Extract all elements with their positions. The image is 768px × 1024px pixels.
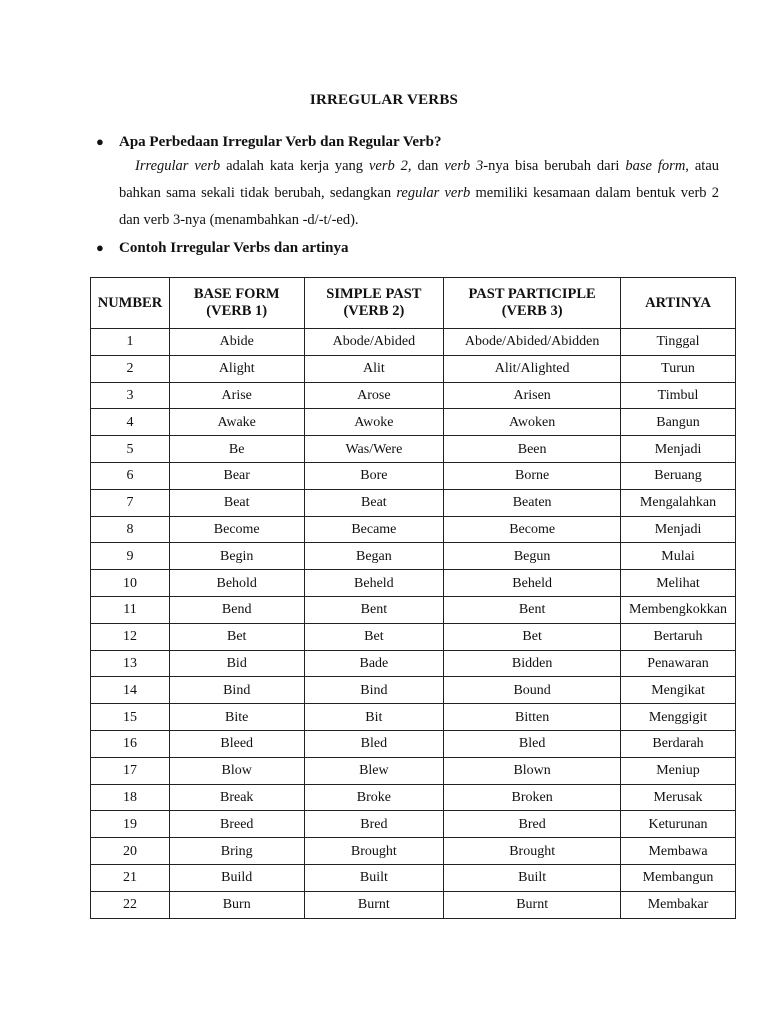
- cell-base-form: Alight: [169, 355, 304, 382]
- table-row: [91, 623, 736, 650]
- column-header-line: (VERB 3): [501, 303, 563, 319]
- cell-artinya: Membakar: [621, 891, 736, 918]
- table-row: [91, 543, 736, 570]
- cell-number: 6: [91, 462, 170, 489]
- cell-base-form: Burn: [169, 891, 304, 918]
- cell-base-form: Abide: [169, 329, 304, 356]
- cell-past-participle: Burnt: [444, 891, 621, 918]
- cell-base-form: Arise: [169, 382, 304, 409]
- cell-simple-past: Bore: [304, 462, 444, 489]
- cell-number: 2: [91, 355, 170, 382]
- explanation-paragraph: [119, 153, 719, 234]
- cell-base-form: Bite: [169, 704, 304, 731]
- cell-artinya: Berdarah: [621, 730, 736, 757]
- column-header: [621, 278, 736, 329]
- cell-number: 14: [91, 677, 170, 704]
- cell-simple-past: Began: [304, 543, 444, 570]
- cell-artinya: Merusak: [621, 784, 736, 811]
- cell-past-participle: Beaten: [444, 489, 621, 516]
- table-header-row: [91, 278, 736, 329]
- cell-past-participle: Bled: [444, 730, 621, 757]
- cell-base-form: Behold: [169, 570, 304, 597]
- cell-artinya: Mulai: [621, 543, 736, 570]
- column-header: [91, 278, 170, 329]
- cell-artinya: Timbul: [621, 382, 736, 409]
- cell-artinya: Meniup: [621, 757, 736, 784]
- cell-base-form: Break: [169, 784, 304, 811]
- cell-simple-past: Bred: [304, 811, 444, 838]
- cell-number: 1: [91, 329, 170, 356]
- cell-base-form: Beat: [169, 489, 304, 516]
- paragraph-text: dan: [411, 158, 445, 174]
- table-row: [91, 570, 736, 597]
- italic-term: verb 2,: [368, 158, 412, 174]
- cell-simple-past: Beat: [304, 489, 444, 516]
- table-row: [91, 329, 736, 356]
- cell-past-participle: Bet: [444, 623, 621, 650]
- table-row: [91, 650, 736, 677]
- cell-simple-past: Alit: [304, 355, 444, 382]
- cell-artinya: Mengalahkan: [621, 489, 736, 516]
- cell-base-form: Bid: [169, 650, 304, 677]
- cell-number: 18: [91, 784, 170, 811]
- cell-artinya: Menjadi: [621, 436, 736, 463]
- cell-number: 22: [91, 891, 170, 918]
- cell-simple-past: Beheld: [304, 570, 444, 597]
- paragraph-text: bahkan sama sekali tidak berubah, sedangkan: [119, 185, 397, 201]
- cell-past-participle: Bred: [444, 811, 621, 838]
- cell-past-participle: Bound: [444, 677, 621, 704]
- column-header-line: ARTINYA: [645, 294, 711, 311]
- cell-artinya: Menggigit: [621, 704, 736, 731]
- cell-artinya: Tinggal: [621, 329, 736, 356]
- cell-simple-past: Bent: [304, 596, 444, 623]
- table-row: [91, 355, 736, 382]
- cell-artinya: Keturunan: [621, 811, 736, 838]
- cell-past-participle: Alit/Alighted: [444, 355, 621, 382]
- cell-past-participle: Awoken: [444, 409, 621, 436]
- cell-artinya: Penawaran: [621, 650, 736, 677]
- paragraph-text: memiliki kesamaan dalam bentuk verb 2: [470, 185, 719, 201]
- cell-base-form: Breed: [169, 811, 304, 838]
- column-header-line: (VERB 2): [343, 303, 405, 319]
- cell-number: 10: [91, 570, 170, 597]
- column-header-line: PAST PARTICIPLE: [468, 286, 596, 302]
- table-row: [91, 730, 736, 757]
- cell-simple-past: Blew: [304, 757, 444, 784]
- cell-number: 12: [91, 623, 170, 650]
- cell-artinya: Membangun: [621, 864, 736, 891]
- table-row: [91, 516, 736, 543]
- cell-base-form: Bring: [169, 838, 304, 865]
- cell-artinya: Mengikat: [621, 677, 736, 704]
- table-row: [91, 704, 736, 731]
- cell-past-participle: Built: [444, 864, 621, 891]
- cell-base-form: Bleed: [169, 730, 304, 757]
- column-header: [304, 278, 444, 329]
- column-header: [444, 278, 621, 329]
- section-heading: Apa Perbedaan Irregular Verb dan Regular Verb?: [119, 134, 442, 150]
- cell-simple-past: Bled: [304, 730, 444, 757]
- irregular-verbs-table: [90, 277, 736, 919]
- cell-artinya: Melihat: [621, 570, 736, 597]
- cell-artinya: Menjadi: [621, 516, 736, 543]
- cell-simple-past: Was/Were: [304, 436, 444, 463]
- table-row: [91, 462, 736, 489]
- cell-simple-past: Awoke: [304, 409, 444, 436]
- paragraph-line: [119, 207, 719, 234]
- cell-number: 16: [91, 730, 170, 757]
- table-row: [91, 382, 736, 409]
- column-header-line: SIMPLE PAST: [326, 286, 422, 302]
- cell-past-participle: Bidden: [444, 650, 621, 677]
- cell-past-participle: Borne: [444, 462, 621, 489]
- cell-simple-past: Bade: [304, 650, 444, 677]
- cell-base-form: Bend: [169, 596, 304, 623]
- cell-number: 5: [91, 436, 170, 463]
- cell-simple-past: Brought: [304, 838, 444, 865]
- cell-artinya: Beruang: [621, 462, 736, 489]
- cell-simple-past: Bet: [304, 623, 444, 650]
- cell-artinya: Bertaruh: [621, 623, 736, 650]
- cell-past-participle: Become: [444, 516, 621, 543]
- cell-number: 3: [91, 382, 170, 409]
- cell-past-participle: Bent: [444, 596, 621, 623]
- cell-artinya: Bangun: [621, 409, 736, 436]
- column-header-line: NUMBER: [97, 294, 163, 311]
- italic-term: base form: [625, 158, 686, 174]
- cell-simple-past: Arose: [304, 382, 444, 409]
- italic-term: regular verb: [396, 185, 471, 201]
- paragraph-line: [119, 153, 719, 180]
- cell-past-participle: Beheld: [444, 570, 621, 597]
- cell-base-form: Bind: [169, 677, 304, 704]
- cell-number: 13: [91, 650, 170, 677]
- cell-base-form: Begin: [169, 543, 304, 570]
- paragraph-line: [119, 180, 719, 207]
- document-title: IRREGULAR VERBS: [309, 92, 459, 108]
- cell-simple-past: Bind: [304, 677, 444, 704]
- cell-past-participle: Begun: [444, 543, 621, 570]
- cell-number: 4: [91, 409, 170, 436]
- cell-base-form: Bear: [169, 462, 304, 489]
- table-row: [91, 409, 736, 436]
- cell-base-form: Awake: [169, 409, 304, 436]
- table-row: [91, 811, 736, 838]
- table-row: [91, 891, 736, 918]
- cell-number: 11: [91, 596, 170, 623]
- bullet-icon: ●: [96, 240, 104, 255]
- cell-base-form: Build: [169, 864, 304, 891]
- cell-simple-past: Abode/Abided: [304, 329, 444, 356]
- cell-number: 21: [91, 864, 170, 891]
- cell-number: 20: [91, 838, 170, 865]
- table-row: [91, 864, 736, 891]
- table-body: [91, 329, 736, 919]
- cell-simple-past: Broke: [304, 784, 444, 811]
- table-row: [91, 677, 736, 704]
- cell-past-participle: Been: [444, 436, 621, 463]
- cell-past-participle: Abode/Abided/Abidden: [444, 329, 621, 356]
- cell-base-form: Become: [169, 516, 304, 543]
- cell-number: 15: [91, 704, 170, 731]
- cell-past-participle: Broken: [444, 784, 621, 811]
- italic-term: verb 3: [444, 158, 484, 174]
- cell-base-form: Bet: [169, 623, 304, 650]
- paragraph-text: , atau: [685, 158, 720, 174]
- cell-number: 19: [91, 811, 170, 838]
- table-row: [91, 596, 736, 623]
- cell-number: 7: [91, 489, 170, 516]
- paragraph-text: adalah kata kerja yang: [220, 158, 369, 174]
- table-row: [91, 489, 736, 516]
- table-row: [91, 436, 736, 463]
- paragraph-text: dan verb 3-nya (menambahkan -d/-t/-ed).: [119, 212, 359, 228]
- cell-number: 9: [91, 543, 170, 570]
- cell-simple-past: Bit: [304, 704, 444, 731]
- table-row: [91, 757, 736, 784]
- cell-simple-past: Built: [304, 864, 444, 891]
- column-header: [169, 278, 304, 329]
- cell-base-form: Be: [169, 436, 304, 463]
- table-row: [91, 838, 736, 865]
- italic-term: Irregular verb: [135, 158, 221, 174]
- cell-artinya: Membengkokkan: [621, 596, 736, 623]
- cell-base-form: Blow: [169, 757, 304, 784]
- cell-artinya: Turun: [621, 355, 736, 382]
- cell-simple-past: Burnt: [304, 891, 444, 918]
- cell-past-participle: Arisen: [444, 382, 621, 409]
- cell-past-participle: Brought: [444, 838, 621, 865]
- cell-past-participle: Blown: [444, 757, 621, 784]
- cell-simple-past: Became: [304, 516, 444, 543]
- paragraph-text: -nya bisa berubah dari: [483, 158, 626, 174]
- cell-artinya: Membawa: [621, 838, 736, 865]
- column-header-line: (VERB 1): [206, 303, 268, 319]
- cell-past-participle: Bitten: [444, 704, 621, 731]
- cell-number: 17: [91, 757, 170, 784]
- section-heading: Contoh Irregular Verbs dan artinya: [119, 240, 349, 256]
- column-header-line: BASE FORM: [193, 286, 280, 302]
- bullet-icon: ●: [96, 134, 104, 149]
- table-row: [91, 784, 736, 811]
- cell-number: 8: [91, 516, 170, 543]
